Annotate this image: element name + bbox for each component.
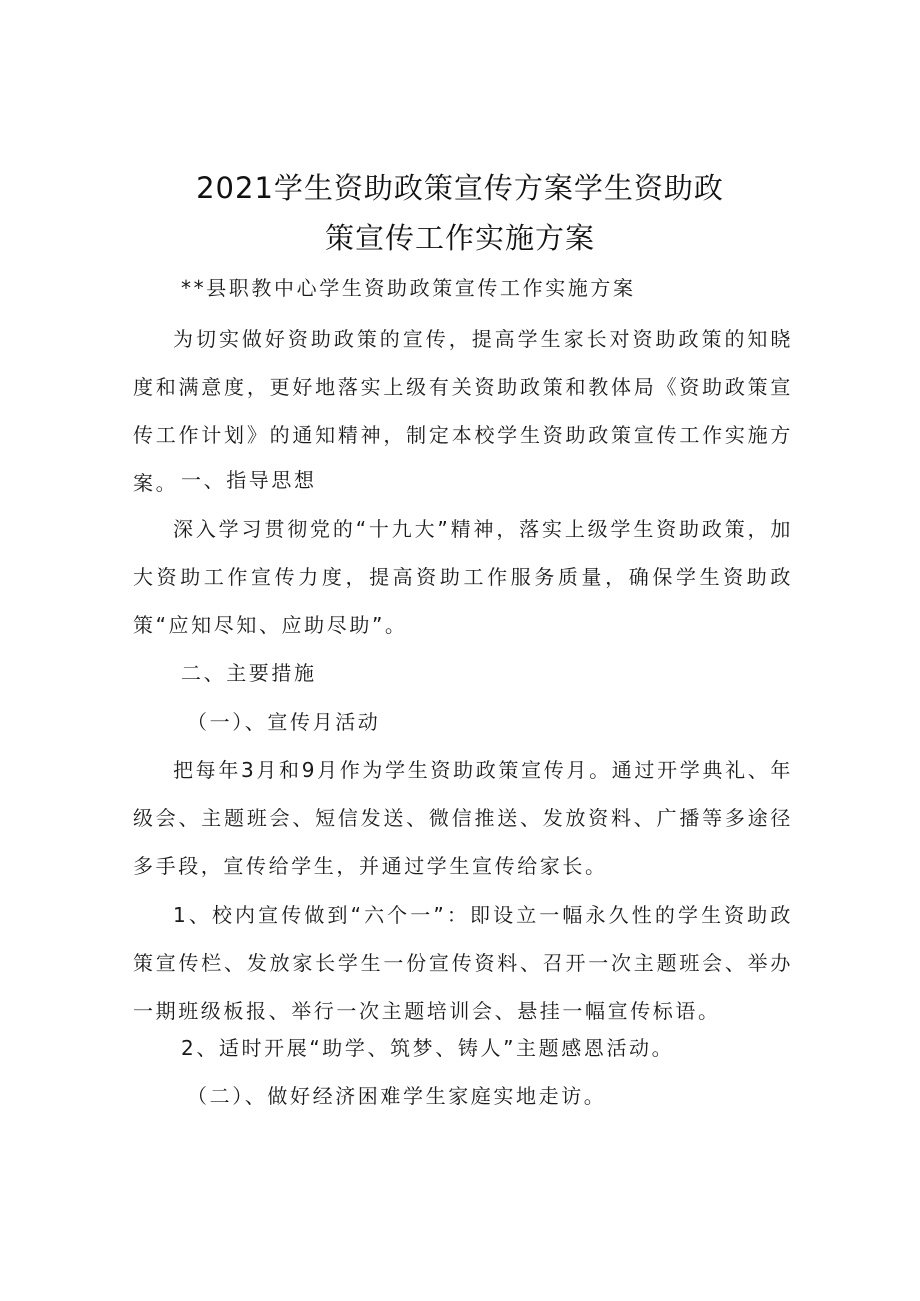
item-2-paragraph: 2、适时开展“助学、筑梦、铸人”主题感恩活动。	[181, 1036, 675, 1060]
subsection-2-heading: （二）、做好经济困难学生家庭实地走访。	[187, 1084, 607, 1108]
section-1-heading: 一、指导思想	[181, 468, 317, 492]
subsection-1-heading: （一）、宣传月活动	[187, 710, 381, 734]
document-subtitle: **县职教中心学生资助政策宣传工作实施方案	[181, 276, 636, 300]
subsection-1-paragraph: 把每年3月和9月作为学生资助政策宣传月。通过开学典礼、年级会、主题班会、短信发送、微信推送、发放资料、广播等多途径多手段，宣传给学生，并通过学生宣传给家长。	[133, 758, 793, 878]
intro-paragraph: 为切实做好资助政策的宣传，提高学生家长对资助政策的知晓度和满意度，更好地落实上级有关资助政策和教体局《资助政策宣传工作计划》的通知精神，制定本校学生资助政策宣传工作实施方案。	[133, 327, 793, 495]
section-2-heading: 二、主要措施	[181, 661, 317, 685]
document-title-line-2: 策宣传工作实施方案	[324, 221, 595, 255]
item-1-paragraph: 1、校内宣传做到“六个一”：即设立一幅永久性的学生资助政策宣传栏、发放家长学生一份宣传资料、召开一次主题班会、举办一期班级板报、举行一次主题培训会、悬挂一幅宣传标语。	[133, 903, 793, 1023]
section-1-paragraph: 深入学习贯彻党的“十九大”精神，落实上级学生资助政策，加大资助工作宣传力度，提高资助工作服务质量，确保学生资助政策“应知尽知、应助尽助”。	[133, 517, 793, 637]
document-title-line-1: 2021学生资助政策宣传方案学生资助政	[196, 171, 724, 205]
